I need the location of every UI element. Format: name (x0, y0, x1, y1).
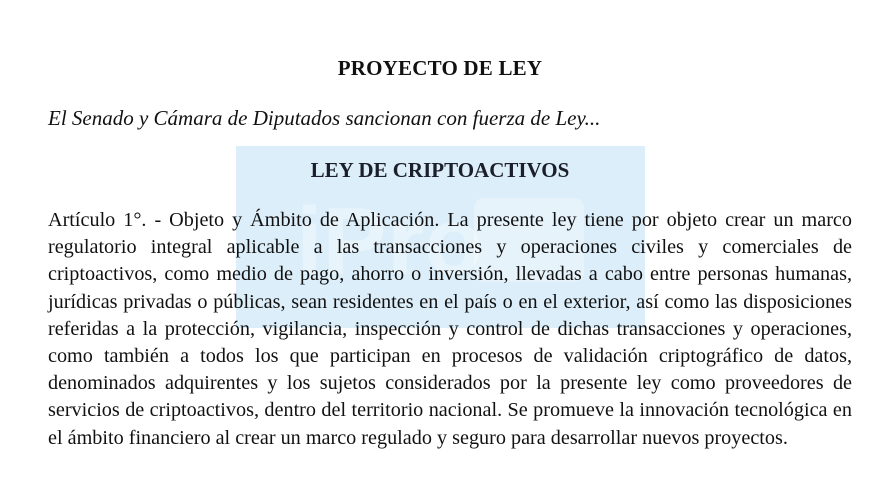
svg-text:iPro: iPro (296, 188, 483, 295)
law-title: LEY DE CRIPTOACTIVOS (310, 158, 570, 182)
preamble-text: El Senado y Cámara de Diputados sancionan con fuerza de Ley... (48, 106, 601, 130)
article-1-paragraph: Artículo 1°. - Objeto y Ámbito de Aplicación. La presente ley tiene por objeto crear un marco regulatorio integral aplicable a las transacciones y operaciones civiles y comerciales de criptoactivos, como medio de pago, ahorro o inversión, llevadas a cabo entre personas humanas, jurídicas privadas o públicas, sean residentes en el país o en el exterior, así como las disposiciones referidas a la protección, vigilancia, inspección y control de dichas transacciones y operaciones, como también a todos los que participan en procesos de validación criptográfico de datos, denominados adquirentes y los sujetos considerados por la presente ley como proveedores de servicios de criptoactivos, dentro del territorio nacional. Se promueve la innovación tecnológica en el ámbito financiero al crear un marco regulado y seguro para desarrollar nuevos proyectos. (48, 209, 852, 449)
page-title: PROYECTO DE LEY (337, 56, 543, 80)
